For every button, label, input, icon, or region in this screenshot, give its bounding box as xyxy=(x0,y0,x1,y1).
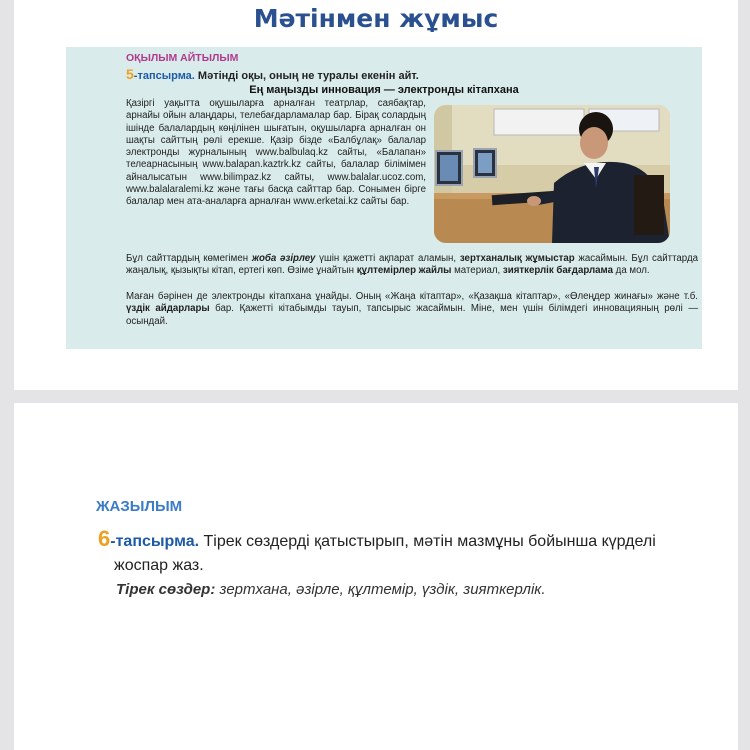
para2-bold-4: зияткерлік бағдарлама xyxy=(502,265,613,277)
task-number: 5 xyxy=(126,66,134,82)
task-number: 6 xyxy=(98,526,111,551)
task-label: -тапсырма. xyxy=(110,533,200,550)
paragraph-3 xyxy=(126,291,698,328)
textbook-page-bottom xyxy=(14,403,738,750)
student-at-computer-photo xyxy=(434,105,670,243)
para2-bold-1: жоба әзірлеу xyxy=(251,253,316,264)
paragraph-1: Қазіргі уақытта оқушыларға арналған театрлар, саябақтар, арнайы ойын алаңдары, телебағдарламалар бар. Бірақ солардың ішінде балалардың көңілінен шығатын, оқушыларға арналған он шақты сайттың рөлі ерекше. Қазір бізде «Балбұлақ» балалар электронды журналының www.balbulaq.kz сайты, «Балапан» телеарнасының www.balapan.kaztrk.kz сайты, балалар білімімен айналысатын www.bilimpaz.kz сайты, www.balalar.ucoz.com, www.balalaralemi.kz және тағы басқа сайттар бар. Сонымен бірге балалар мен ата-аналарға арналған www.erketai.kz сайты бар. xyxy=(126,98,426,208)
task-label: -тапсырма. xyxy=(133,70,195,82)
section-label-reading: ОҚЫЛЫМ АЙТЫЛЫМ xyxy=(126,52,239,64)
text-heading: Ең маңызды инновация — электронды кітапхана xyxy=(249,84,519,96)
paragraph-2 xyxy=(126,253,698,278)
para2-bold-3: құлтемірлер жайлы xyxy=(356,265,452,277)
task-line-2: жоспар жаз. xyxy=(114,557,204,574)
task-text: Мәтінді оқы, оның не туралы екенін айт. xyxy=(194,70,419,82)
para2-text-5: да мол. xyxy=(612,265,650,277)
page-title: Мәтінмен жұмыс xyxy=(253,4,499,33)
section-label-writing: ЖАЗЫЛЫМ xyxy=(96,498,183,515)
task-line-1: Тірек сөздерді қатыстырып, мәтін мазмұны бойынша күрделі xyxy=(199,533,656,550)
task-5 xyxy=(126,66,419,82)
para2-text-2: үшін қажетті ақпарат аламын, xyxy=(315,253,460,264)
para3-text-1: Маған бәрінен де электронды кітапхана ұнайды. Оның «Жаңа кітаптар», «Қазақша кітаптар», «Өлеңдер жинағы» және т.б. xyxy=(126,291,698,302)
para2-bold-2: зертханалық жұмыстар xyxy=(459,253,575,264)
para3-text-2: бар. Қажетті кітабымды тауып, тапсырыс жасаймын. Міне, мен үшін білімдегі инновацияның рөлі — осындай. xyxy=(126,303,699,327)
para2-text-3: жасаймын. Бұл сайттарда жаңалық, қызықты кітап, ертегі көп. Өзіме ұнайтын xyxy=(126,253,698,277)
textbook-page-top xyxy=(14,0,738,390)
para2-text-4: материал, xyxy=(451,265,503,277)
para3-bold-1: үздік айдарлары xyxy=(126,303,210,315)
task-6 xyxy=(98,527,656,578)
keywords-list: зертхана, әзірле, құлтемір, үздік, зияткерлік. xyxy=(215,581,546,598)
keywords-line xyxy=(116,581,546,598)
text-box xyxy=(66,47,702,349)
para2-text-1: Бұл сайттардың көмегімен xyxy=(126,253,252,264)
keywords-label: Тірек сөздер: xyxy=(116,581,216,598)
